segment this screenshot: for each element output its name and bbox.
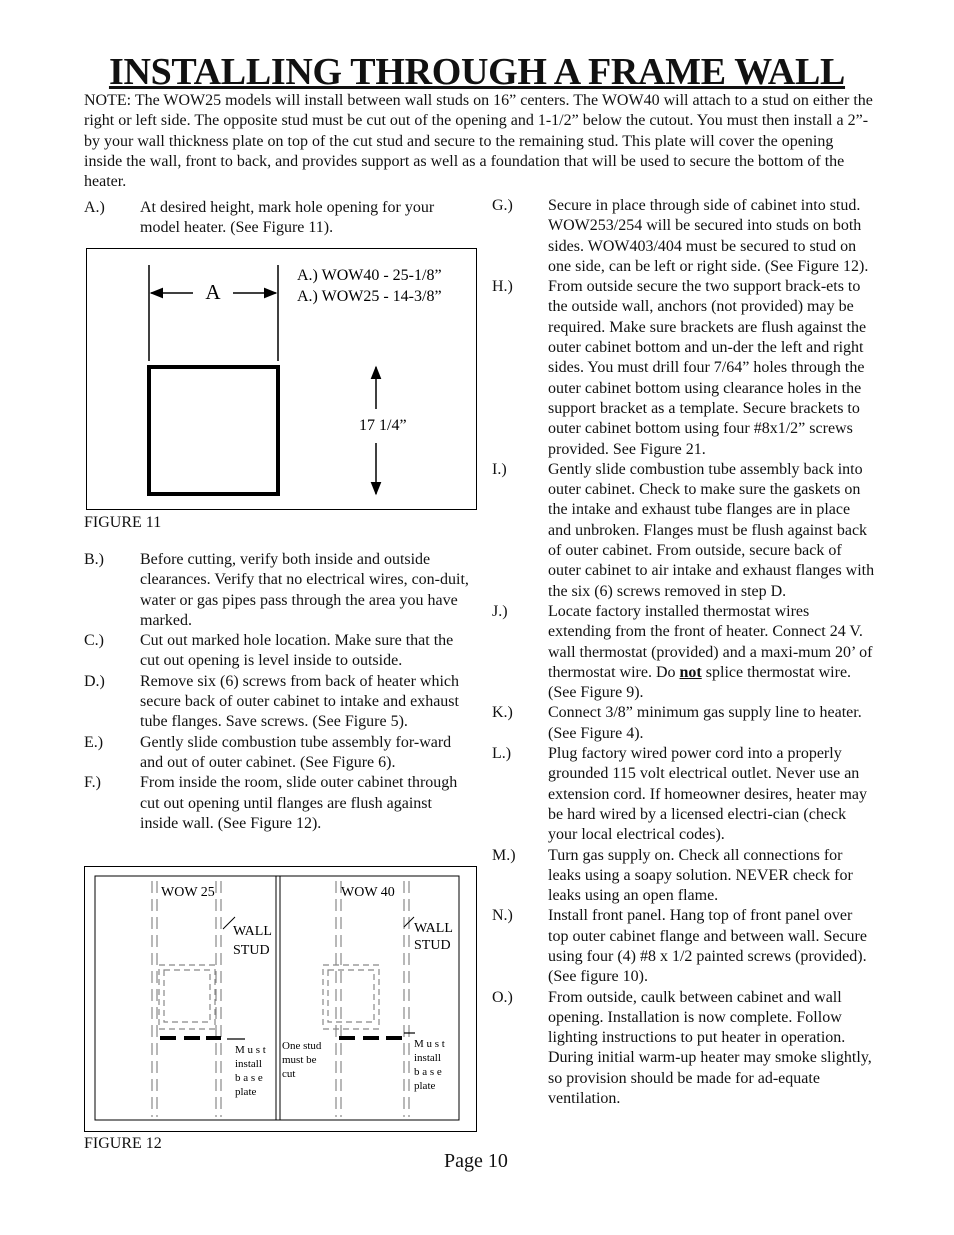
height-label: 17 1/4” [359,417,407,434]
wow25-label: WOW 25 [161,885,215,900]
step-text: Locate factory installed thermostat wires extending from the front of heater. Connect 24 V. wall thermostat (provided) and a maxi-mum 20’ of thermostat wire. Do [548,602,873,681]
step-label: M.) [492,846,516,864]
must-install-right-1: M u s t [414,1038,445,1050]
stud-label-right: STUD [414,938,451,953]
must-install-right-4: plate [414,1080,436,1092]
hole-opening [149,367,278,494]
must-install-left-4: plate [235,1086,257,1098]
step-k [492,703,876,744]
figure-12 [84,866,477,1132]
wow40-width-label: A.) WOW40 - 25-1/8” [297,267,442,284]
cabinet-inner-wow25 [164,970,210,1022]
step-text: Install front panel. Hang top of front panel over top outer cabinet flange and between wall. Secure using four (4) #8 x 1/2 painted screws (provided). (See figure 10). [548,907,867,986]
step-b [84,550,474,631]
must-install-right-2: install [414,1052,441,1064]
step-text: Gently slide combustion tube assembly for-ward and out of outer cabinet. (See Figure 6). [140,733,452,771]
step-i [492,460,876,602]
step-text: At desired height, mark hole opening for your model heater. (See Figure 11). [140,199,435,237]
steps-left-bottom [84,550,474,834]
must-install-right-3: b a s e [414,1066,442,1078]
step-text: From outside, caulk between cabinet and wall opening. Installation is now complete. Follow lighting instructions to put heater in operation. During initial warm-up heater may smoke slightly, so provision should be made for ad-equate ventilation. [548,988,872,1108]
figure-11-caption: FIGURE 11 [84,514,162,531]
step-text: Secure in place through side of cabinet into stud. WOW253/254 will be secured into studs on both sides. WOW403/404 must be secured to stud on one side, can be left or right side. (See Figure 12). [548,197,869,275]
one-stud-3: cut [282,1068,296,1080]
wow25-width-label: A.) WOW25 - 14-3/8” [297,288,442,305]
step-a [84,198,474,239]
step-text: Plug factory wired power cord into a properly grounded 115 volt electrical outlet. Never use an extension cord. If homeowner desires, heater may be hard wired by a licensed electri-cian (check your local electrical codes). [548,745,867,844]
step-label: L.) [492,745,512,763]
step-label: D.) [84,672,105,690]
page-title: INSTALLING THROUGH A FRAME WALL [108,51,846,93]
step-o [492,988,876,1110]
steps-left-top [84,198,474,239]
step-e [84,733,474,774]
installation-note: NOTE: The WOW25 models will install between wall studs on 16” centers. The WOW40 will attach to a stud on either the right or left side. The opposite stud must be cut out of the opening and 1-1/2” below the cutout. You must then install a 2”-by your wall thickness plate on top of the cut stud and secure to the remaining stud. This plate will cover the opening inside the wall, front to back, and provides support as well as a foundation that will be used to secure the bottom of the heater. [84,92,873,191]
step-text: splice thermostat wire. (See Figure 9). [548,663,852,702]
figure-12-caption: FIGURE 12 [84,1135,162,1152]
step-label: G.) [492,197,513,214]
one-stud-1: One stud [282,1040,322,1052]
figure-11-drawing [87,249,476,509]
cabinet-outline-wow40 [323,965,379,1029]
step-label: C.) [84,632,104,650]
must-install-left-1: M u s t [235,1044,266,1056]
step-label: J.) [492,602,508,620]
step-text: From inside the room, slide outer cabinet through cut out opening until flanges are flush against inside wall. (See Figure 12). [140,774,458,832]
step-label: N.) [492,907,513,925]
step-label: A.) [84,199,105,216]
wow40-label: WOW 40 [341,885,395,900]
must-install-left-3: b a s e [235,1072,263,1084]
step-text: Turn gas supply on. Check all connections for leaks using a soapy solution. NEVER check for leaks using an open flame. [548,846,853,905]
step-emphasis: not [679,663,702,681]
step-label: I.) [492,460,507,478]
step-d [84,672,474,733]
steps-right [492,196,876,1109]
step-label: O.) [492,988,513,1006]
dimension-letter: A [205,279,221,304]
step-label: F.) [84,774,101,792]
step-l [492,744,876,845]
one-stud-2: must be [282,1054,317,1066]
wall-label-left: WALL [233,924,272,939]
step-label: E.) [84,733,104,751]
step-m [492,846,876,907]
step-h [492,277,876,460]
step-label: K.) [492,704,513,722]
step-g [492,196,876,277]
step-n [492,906,876,987]
cabinet-inner-wow40 [328,970,374,1022]
step-text: From outside secure the two support brack-ets to the outside wall, anchors (not provided) may be required. Make sure brackets are flush against the outer cabinet bottom and un-der the left and right sides. You must drill four 7/64” holes through the outer cabinet bottom using clearance holes in the support bracket as a template. Secure brackets to outer cabinet bottom using four #8x1/2” screws provided. See Figure 21. [548,278,867,458]
step-f [84,773,474,834]
step-label: B.) [84,551,104,568]
stud-label-left: STUD [233,943,270,958]
must-install-left-2: install [235,1058,262,1070]
step-text: Gently slide combustion tube assembly back into outer cabinet. Check to make sure the gaskets on the intake and exhaust tube flanges are in place and unbroken. Flanges must be flush against back of outer cabinet. From outside, secure back of outer cabinet to air intake and exhaust flanges with the six (6) screws removed in step D. [548,460,875,600]
step-c [84,631,474,672]
page-number: Page 10 [444,1150,508,1172]
wall-label-right: WALL [414,921,453,936]
step-text: Connect 3/8” minimum gas supply line to heater. (See Figure 4). [548,704,862,742]
cabinet-outline-wow25 [159,965,215,1029]
step-text: Remove six (6) screws from back of heater which secure back of outer cabinet to intake and exhaust tube flanges. Save screws. (See Figure 5). [140,672,459,731]
step-text: Cut out marked hole location. Make sure that the cut out opening is level inside to outside. [140,632,454,670]
step-j [492,602,876,703]
step-text: Before cutting, verify both inside and outside clearances. Verify that no electrical wires, con-duit, water or gas pipes pass through the area you have marked. [140,551,469,629]
step-label: H.) [492,278,513,296]
figure-12-drawing [85,867,476,1131]
figure-11 [86,248,477,510]
